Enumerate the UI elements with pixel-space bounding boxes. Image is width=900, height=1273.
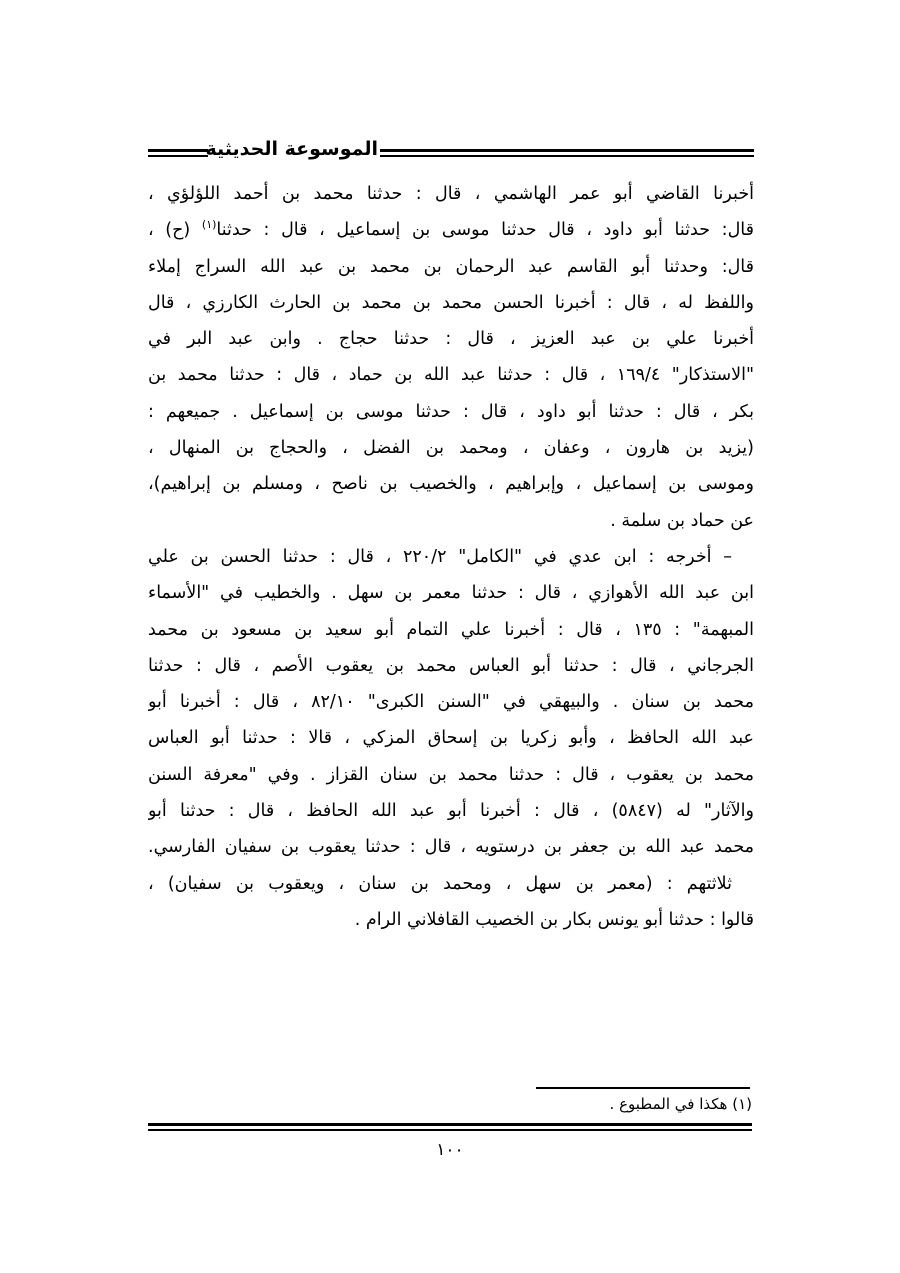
line-text: قالوا : حدثنا أبو يونس بكار بن الخصيب القافلاني الرام . — [354, 909, 754, 930]
header-rule-left — [148, 149, 208, 159]
line-text: الجرجاني ، قال : حدثنا أبو العباس محمد بن يعقوب الأصم ، قال : حدثنا — [148, 655, 754, 676]
text-line — [148, 249, 754, 285]
line-text: أخبرنا القاضي أبو عمر الهاشمي ، قال : حدثنا محمد بن أحمد اللؤلؤي ، — [148, 184, 754, 204]
line-text-tail: (ح) ، — [148, 220, 202, 241]
footnote-separator — [536, 1087, 750, 1089]
line-text: وموسى بن إسماعيل ، وإبراهيم ، والخصيب بن ناصح ، ومسلم بن إبراهيم)، — [148, 474, 754, 495]
text-line — [148, 357, 754, 393]
line-text: ابن عبد الله الأهوازي ، قال : حدثنا معمر بن سهل . والخطيب في "الأسماء — [148, 583, 754, 604]
text-line — [148, 430, 754, 466]
line-text: المبهمة" : ١٣٥ ، قال : أخبرنا علي التمام أبو سعيد بن مسعود بن محمد — [148, 619, 754, 640]
text-line — [148, 503, 754, 539]
page-number: ١٠٠ — [436, 1140, 464, 1160]
line-text: أخبرنا علي بن عبد العزيز ، قال : حدثنا حجاج . وابن عبد البر في — [148, 329, 754, 350]
line-text: عبد الله الحافظ ، وأبو زكريا بن إسحاق المزكي ، قالا : حدثنا أبو العباس — [148, 728, 754, 749]
footnote-reference[interactable]: (١) — [201, 218, 217, 232]
line-text: عن حماد بن سلمة . — [610, 510, 754, 531]
line-text: "الاستذكار" ١٦٩/٤ ، قال : حدثنا عبد الله بن حماد ، قال : حدثنا محمد بن — [148, 365, 754, 386]
text-line — [148, 866, 754, 902]
line-text: قال: حدثنا أبو داود ، قال حدثنا موسى بن إسماعيل ، قال : حدثنا — [216, 220, 754, 241]
text-line — [148, 720, 754, 756]
text-line — [148, 321, 754, 357]
text-line — [148, 394, 754, 430]
text-line — [148, 829, 754, 865]
body-text — [148, 176, 754, 938]
line-text: والآثار" له (٥٨٤٧) ، قال : أخبرنا أبو عبد الله الحافظ ، قال : حدثنا أبو — [148, 801, 754, 822]
line-text: – أخرجه : ابن عدي في "الكامل" ٢٢٠/٢ ، قال : حدثنا الحسن بن علي — [148, 546, 732, 567]
line-text: بكر ، قال : حدثنا أبو داود ، قال : حدثنا موسى بن إسماعيل . جميعهم : — [148, 401, 754, 422]
line-text: محمد بن سنان . والبيهقي في "السنن الكبرى" ٨٢/١٠ ، قال : أخبرنا أبو — [148, 692, 754, 713]
text-line — [148, 285, 754, 321]
text-line — [148, 902, 754, 938]
footnote: (١) هكذا في المطبوع . — [609, 1095, 752, 1113]
text-line — [148, 648, 754, 684]
text-line — [148, 793, 754, 829]
line-text: محمد بن يعقوب ، قال : حدثنا محمد بن سنان القزاز . وفي "معرفة السنن — [148, 764, 754, 785]
text-line — [148, 176, 754, 212]
running-header — [148, 138, 754, 172]
header-title: الموسوعة الحديثية — [205, 138, 378, 160]
text-line — [148, 757, 754, 793]
line-text: قال: وحدثنا أبو القاسم عبد الرحمان بن محمد بن عبد الله السراج إملاء — [148, 256, 754, 277]
text-line — [148, 466, 754, 502]
header-rule-right — [380, 149, 754, 159]
text-line — [148, 575, 754, 611]
text-line — [148, 212, 754, 248]
text-line — [148, 539, 754, 575]
text-line — [148, 684, 754, 720]
line-text: محمد عبد الله بن جعفر بن درستويه ، قال : حدثنا يعقوب بن سفيان الفارسي. — [148, 837, 754, 858]
line-text: ثلاثتهم : (معمر بن سهل ، ومحمد بن سنان ، ويعقوب بن سفيان) ، — [148, 873, 732, 894]
line-text: (يزيد بن هارون ، وعفان ، ومحمد بن الفضل ، والحجاج بن المنهال ، — [148, 438, 754, 459]
line-text: واللفظ له ، قال : أخبرنا الحسن محمد بن محمد بن الحارث الكارزي ، قال — [148, 292, 754, 313]
bottom-rule — [148, 1123, 752, 1133]
text-line — [148, 612, 754, 648]
